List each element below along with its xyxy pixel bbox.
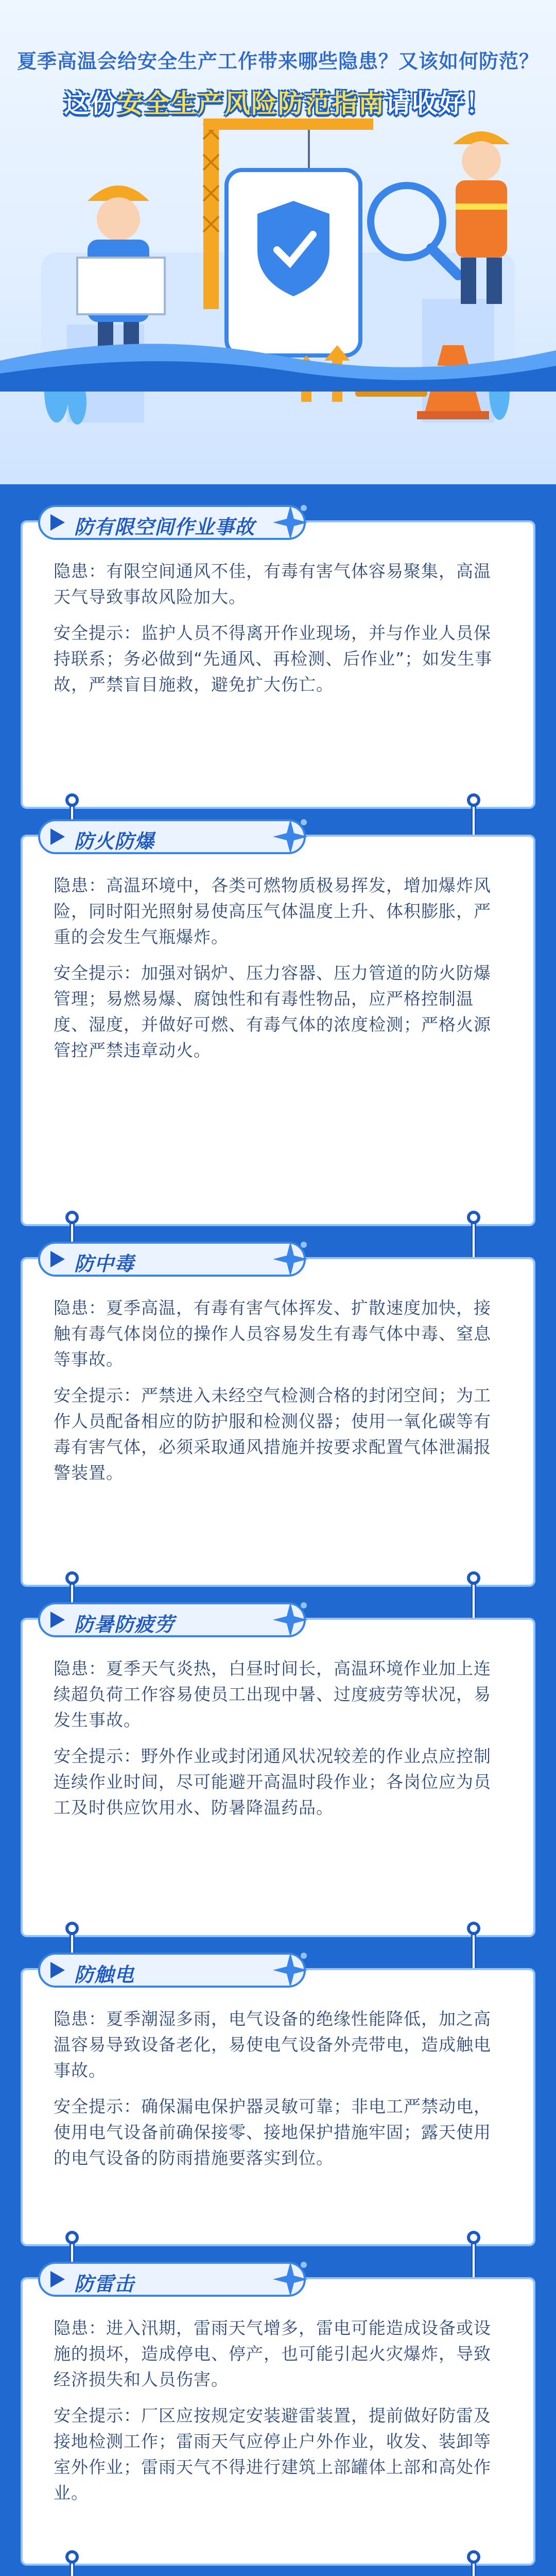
safety-tip-text: 安全提示：加强对锅炉、压力容器、压力管道的防火防爆管理；易燃易爆、腐蚀性和有毒性物品，应严格控制温度、湿度，并做好可燃、有毒气体的浓度检测；严格火源管控严禁违章动火。 bbox=[54, 963, 491, 1060]
phone-icon bbox=[227, 170, 360, 355]
section-header bbox=[38, 1242, 306, 1277]
section-header bbox=[38, 505, 306, 540]
connector-pin bbox=[467, 1922, 480, 1935]
sparkle-icon bbox=[270, 2259, 311, 2300]
risk-text: 隐患：夏季天气炎热，白昼时间长，高温环境作业加上连续超负荷工作容易使员工出现中暑、过度疲劳等状况，易发生事故。 bbox=[54, 1658, 491, 1730]
section-card bbox=[21, 1963, 535, 2246]
section-card bbox=[21, 1252, 535, 1587]
section-marker-icon bbox=[50, 514, 65, 531]
section-marker-icon bbox=[50, 1962, 65, 1978]
connector-pin bbox=[467, 1211, 480, 1224]
connector-pin bbox=[65, 2231, 79, 2244]
connector-pin bbox=[65, 1211, 79, 1224]
section-marker-icon bbox=[50, 2271, 65, 2287]
hero-illustration bbox=[0, 103, 556, 484]
section-title: 防暑防疲劳 bbox=[74, 1613, 175, 1636]
section-title: 防中毒 bbox=[74, 1252, 135, 1275]
section-header bbox=[38, 2262, 306, 2297]
section-card bbox=[21, 830, 535, 1226]
headline-pre: 这份 bbox=[64, 89, 117, 118]
section-card bbox=[21, 1613, 535, 1937]
section-header bbox=[38, 819, 306, 854]
sparkle-icon bbox=[270, 1599, 311, 1640]
safety-tip-text: 安全提示：严禁进入未经空气检测合格的封闭空间；为工作人员配备相应的防护服和检测仪器；使用一氧化碳等有毒有害气体，必须采取通风措施并按要求配置气体泄漏报警装置。 bbox=[54, 1385, 491, 1483]
section-card bbox=[21, 516, 535, 809]
connector-pin bbox=[65, 1571, 79, 1585]
risk-text: 隐患：高温环境中，各类可燃物质极易挥发，增加爆炸风险，同时阳光照射易使高压气体温度上升、体积膨胀，严重的会发生气瓶爆炸。 bbox=[54, 875, 491, 947]
risk-text: 隐患：进入汛期，雷雨天气增多，雷电可能造成设备或设施的损坏，造成停电、停产，也可能引起火灾爆炸，导致经济损失和人员伤害。 bbox=[54, 2318, 491, 2389]
connector-pin bbox=[467, 1571, 480, 1585]
section-title: 防雷击 bbox=[74, 2273, 135, 2295]
sparkle-icon bbox=[270, 816, 311, 857]
hero-question: 夏季高温会给安全生产工作带来哪些隐患？又该如何防范？ bbox=[16, 50, 539, 73]
connector-pin bbox=[467, 793, 480, 807]
hero-banner bbox=[0, 0, 556, 484]
risk-text: 隐患：有限空间通风不佳，有毒有害气体容易聚集，高温天气导致事故风险加大。 bbox=[54, 561, 491, 607]
section-title: 防触电 bbox=[74, 1963, 135, 1986]
connector-pin bbox=[467, 2550, 480, 2564]
risk-text: 隐患：夏季高温，有毒有害气体挥发、扩散速度加快，接触有毒气体岗位的操作人员容易发生有毒气体中毒、窒息等事故。 bbox=[54, 1298, 491, 1369]
connector-pin bbox=[467, 2231, 480, 2244]
safety-tip-text: 安全提示：野外作业或封闭通风状况较差的作业点应控制连续作业时间，尽可能避开高温时段作业；各岗位应为员工及时供应饮用水、防暑降温药品。 bbox=[54, 1746, 491, 1818]
connector-pin bbox=[65, 793, 79, 807]
section-header bbox=[38, 1953, 306, 1988]
section-card bbox=[21, 2273, 535, 2566]
safety-tip-text: 安全提示：监护人员不得离开作业现场，并与作业人员保持联系；务必做到“先通风、再检测、后作业”；如发生事故，严禁盲目施救，避免扩大伤亡。 bbox=[54, 623, 493, 694]
sparkle-icon bbox=[270, 1950, 311, 1991]
risk-text: 隐患：夏季潮湿多雨，电气设备的绝缘性能降低，加之高温容易导致设备老化，易使电气设备外壳带电，造成触电事故。 bbox=[54, 2009, 491, 2080]
connector-pin bbox=[65, 2550, 79, 2564]
headline-post: 请收好！ bbox=[385, 89, 492, 118]
safety-tip-text: 安全提示：厂区应按规定安装避雷装置，提前做好防雷及接地检测工作；雷雨天气应停止户外作业，收发、装卸等室外作业；雷雨天气不得进行建筑上部罐体上部和高处作业。 bbox=[54, 2405, 491, 2503]
section-title: 防火防爆 bbox=[74, 830, 155, 853]
section-marker-icon bbox=[50, 1612, 65, 1628]
section-marker-icon bbox=[50, 828, 65, 845]
connector-pin bbox=[65, 1922, 79, 1935]
section-title: 防有限空间作业事故 bbox=[74, 516, 255, 538]
hero-wave bbox=[0, 330, 556, 392]
headline-highlight: 安全生产风险防范指南 bbox=[117, 89, 385, 118]
safety-tip-text: 安全提示：确保漏电保护器灵敏可靠；非电工严禁动电，使用电气设备前确保接零、接地保护措施牢固；露天使用的电气设备的防雨措施要落实到位。 bbox=[54, 2096, 491, 2168]
sparkle-icon bbox=[270, 1239, 311, 1280]
section-marker-icon bbox=[50, 1251, 65, 1267]
sparkle-icon bbox=[270, 502, 311, 543]
section-header bbox=[38, 1602, 306, 1637]
